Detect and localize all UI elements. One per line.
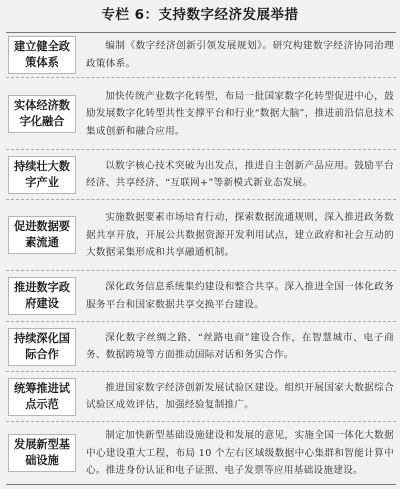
row-label: 持续深化国际合作 xyxy=(8,328,76,366)
table-row xyxy=(6,371,396,421)
measures-table xyxy=(6,32,396,485)
row-content: 加快传统产业数字化转型，布局一批国家数字化转型促进中心，鼓励发展数字化转型共性支撑平台和行业“数据大脑”，推进前沿信息技术集成创新和融合应用。 xyxy=(86,90,394,137)
row-content: 深化数字丝绸之路、“丝路电商”建设合作，在智慧城市、电子商务、数据跨境等方面推动国际对话和务实合作。 xyxy=(86,332,394,361)
row-content: 编制《数字经济创新引领发展规划》。研究构建数字经济协同治理政策体系。 xyxy=(86,40,394,69)
row-content: 推进国家数字经济创新发展试验区建设。组织开展国家大数据综合试验区成效评估，加强经验复制推广。 xyxy=(86,382,394,411)
row-content: 制定加快新型基础设施建设和发展的意见，实施全国一体化大数据中心建设重大工程，布局 10 个左右区域级数据中心集群和智能计算中心。推进身份认证和电子证照、电子发票等应用基础设施建设。 xyxy=(86,429,394,476)
panel-title: 专栏 6：支持数字经济发展举措 xyxy=(101,7,299,23)
table-row xyxy=(6,199,396,270)
row-label: 统筹推进试点示范 xyxy=(8,378,76,416)
row-label: 实体经济数字化融合 xyxy=(8,95,76,133)
row-label: 促进数据要素流通 xyxy=(8,216,76,254)
row-label: 推进数字政府建设 xyxy=(8,277,76,315)
table-row xyxy=(6,421,396,485)
table-row xyxy=(6,149,396,199)
row-label: 建立健全政策体系 xyxy=(8,36,76,74)
table-row xyxy=(6,32,396,77)
row-content: 以数字核心技术突破为出发点，推进自主创新产品应用。鼓励平台经济、共享经济、“互联网+”等新模式新业态发展。 xyxy=(86,160,394,189)
row-label: 发展新型基础设施 xyxy=(8,434,76,472)
row-content: 深化政务信息系统集约建设和整合共享。深入推进全国一体化政务服务平台和国家数据共享交换平台建设。 xyxy=(86,281,394,310)
table-row xyxy=(6,77,396,149)
table-row xyxy=(6,321,396,371)
table-row xyxy=(6,270,396,321)
row-label: 持续壮大数字产业 xyxy=(8,156,76,194)
row-content: 实施数据要素市场培育行动，探索数据流通规则，深入推进政务数据共享开放，开展公共数据资源开发利用试点，建立政府和社会互动的大数据采集形成和共享融通机制。 xyxy=(86,211,394,258)
